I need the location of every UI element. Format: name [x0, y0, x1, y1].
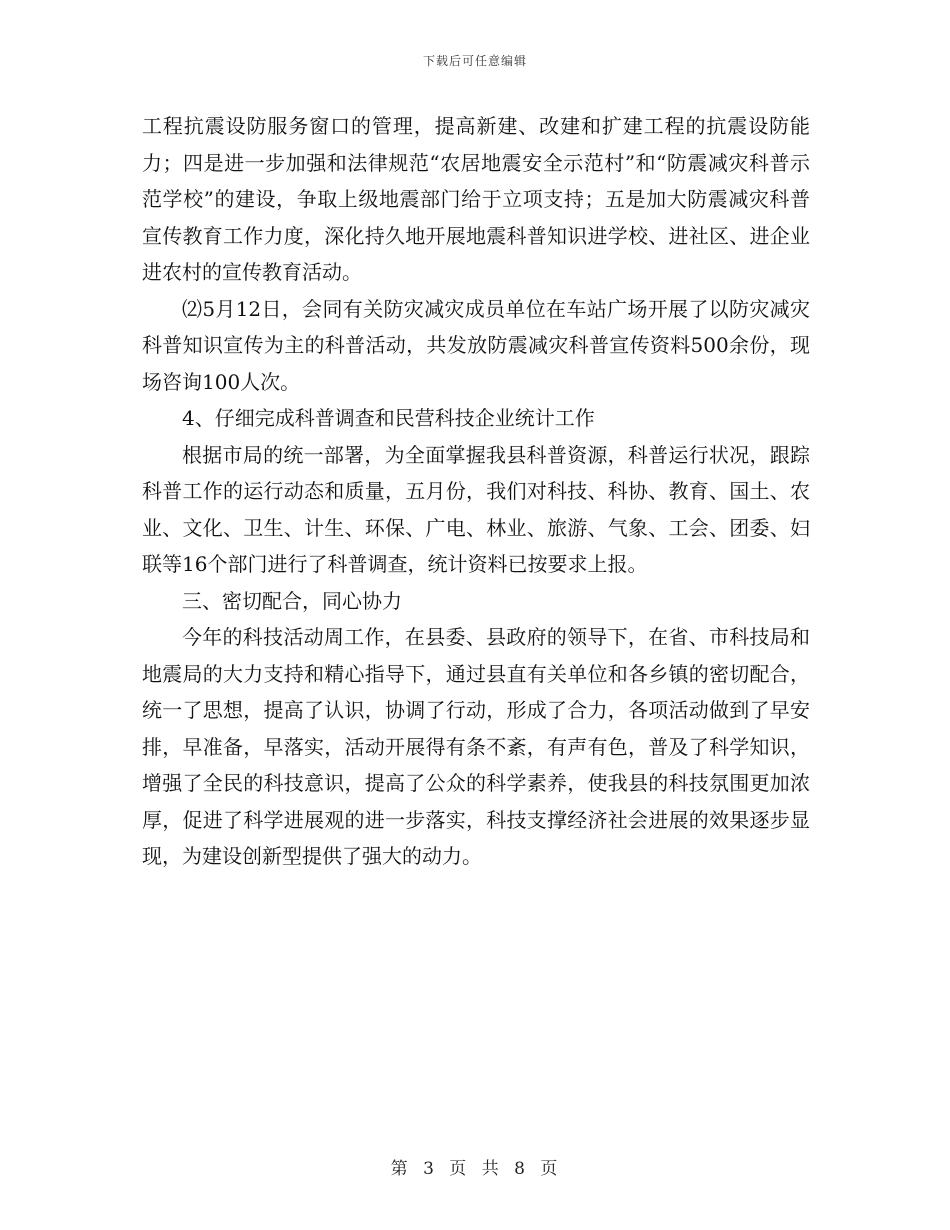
document-body [142, 108, 810, 875]
paragraph-survey-details: 根据市局的统一部署，为全面掌握我县科普资源，科普运行状况，跟踪科普工作的运行动态和质量，五月份，我们对科技、科协、教育、国土、农业、文化、卫生、计生、环保、广电、林业、旅游、气象、工会、团委、妇联等16个部门进行了科普调查，统计资料已按要求上报。 [142, 442, 810, 576]
page-header: 下载后可任意编辑 [422, 54, 527, 68]
paragraph-seismic-measures: 工程抗震设防服务窗口的管理，提高新建、改建和扩建工程的抗震设防能力；四是进一步加强和法律规范“农居地震安全示范村”和“防震减灾科普示范学校”的建设，争取上级地震部门给于立项支持；五是加大防震减灾科普宣传教育工作力度，深化持久地开展地震科普知识进学校、进社区、进企业进农村的宣传教育活动。 [142, 114, 810, 284]
page-number: 第 3 页 共 8 页 [390, 1159, 560, 1179]
section-heading-cooperation: 三、密切配合，同心协力 [182, 588, 402, 613]
paragraph-summary: 今年的科技活动周工作，在县委、县政府的领导下，在省、市科技局和地震局的大力支持和精心指导下，通过县直有关单位和各乡镇的密切配合，统一了思想，提高了认识，协调了行动，形成了合力，各项活动做到了早安排，早准备，早落实，活动开展得有条不紊，有声有色，普及了科学知识，增强了全民的科技意识，提高了公众的科学素养，使我县的科技氛围更加浓厚，促进了科学进展观的进一步落实，科技支撑经济社会进展的效果逐步显现，为建设创新型提供了强大的动力。 [142, 625, 810, 868]
paragraph-may-12-activity: ⑵5月12日，会同有关防灾减灾成员单位在车站广场开展了以防灾减灾科普知识宣传为主的科普活动，共发放防震减灾科普宣传资料500余份，现场咨询100人次。 [142, 296, 810, 394]
section-heading-survey: 4、仔细完成科普调查和民营科技企业统计工作 [182, 406, 595, 430]
